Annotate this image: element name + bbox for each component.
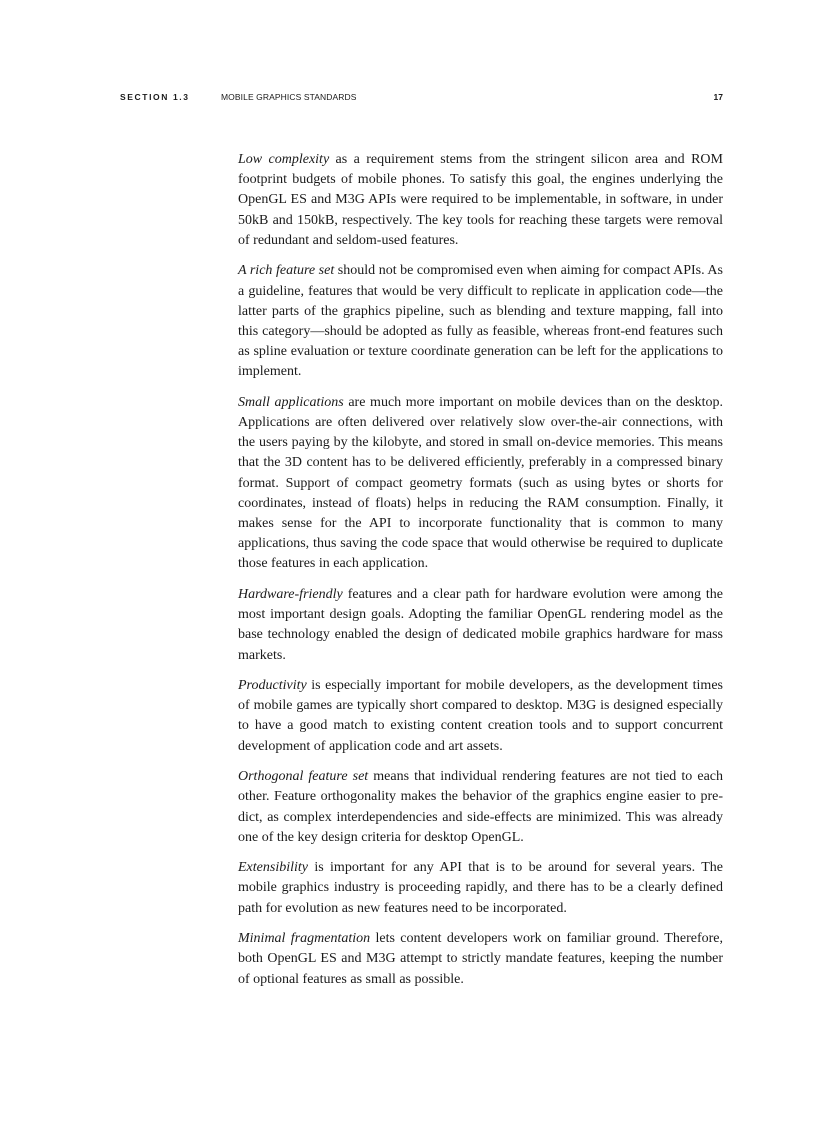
page-number: 17: [713, 92, 723, 102]
paragraph-hardware-friendly: [238, 585, 723, 666]
paragraph-low-complexity: [238, 150, 723, 251]
paragraph-productivity: [238, 676, 723, 757]
paragraph-extensibility: [238, 858, 723, 919]
text-small-applications: are much more important on mobile devices than on the desktop. Applications are often delivered over relatively slow over-the-air connections, with the users paying by the kilobyte, and stored in small on-device memories. This means that the 3D content has to be delivered efficiently, preferably in a compressed binary format. Support of compact geometry formats (such as using bytes or shorts for coordinates, instead of floats) helps in reducing the RAM consumption. Finally, it makes sense for the API to incorporate functionality that is common to many applications, thus saving the code space that would otherwise be required to duplicate those features in each application.: [238, 394, 723, 572]
running-header: [120, 90, 723, 104]
term-small-applications: Small applications: [238, 394, 344, 410]
chapter-title: MOBILE GRAPHICS STANDARDS: [221, 92, 357, 102]
term-productivity: Productivity: [238, 678, 307, 694]
paragraph-minimal-fragmentation: [238, 929, 723, 990]
text-productivity: is especially important for mobile developers, as the development times of mobile games are typically short compared to desktop. M3G is designed especially to have a good match to existing content creation tools and to support concurrent development of application code and art assets.: [238, 678, 723, 754]
term-orthogonal-feature-set: Orthogonal feature set: [238, 769, 369, 785]
text-orthogonal-feature-set: means that individual rendering features are not tied to each other. Feature orthogonality makes the behavior of the graphics engine easier to pre-dict, as complex interdependencies and side-effects are minimized. This was already one of the key design criteria for desktop OpenGL.: [238, 769, 724, 845]
term-hardware-friendly: Hardware-friendly: [238, 586, 343, 602]
body-text: [238, 150, 723, 1000]
paragraph-small-applications: [238, 393, 723, 575]
term-rich-feature-set: A rich feature set: [238, 263, 335, 279]
term-minimal-fragmentation: Minimal fragmentation: [238, 931, 371, 947]
paragraph-rich-feature-set: [238, 261, 723, 382]
text-extensibility: is important for any API that is to be around for several years. The mobile graphics industry is proceeding rapidly, and there has to be a clearly defined path for evolution as new features need to be incorporated.: [238, 860, 723, 916]
paragraph-orthogonal-feature-set: [238, 767, 723, 848]
term-extensibility: Extensibility: [238, 860, 308, 876]
text-rich-feature-set: should not be compromised even when aiming for compact APIs. As a guideline, features that would be very difficult to replicate in application code—the latter parts of the graphics pipeline, such as blending and texture mapping, fall into this category—should be adopted as fully as feasible, whereas front-end features such as spline evaluation or texture coordinate generation can be left for the applications to implement.: [238, 263, 723, 380]
text-low-complexity: as a requirement stems from the stringent silicon area and ROM footprint budgets of mobile phones. To satisfy this goal, the engines underlying the OpenGL ES and M3G APIs were required to be implementable, in software, in under 50kB and 150kB, respectively. The key tools for reaching these targets were removal of redundant and seldom-used features.: [238, 152, 723, 248]
text-minimal-fragmentation: lets content developers work on familiar ground. Therefore, both OpenGL ES and M3G attempt to strictly mandate features, keeping the number of optional features as small as possible.: [238, 931, 723, 987]
section-label: SECTION 1.3: [120, 92, 190, 102]
text-hardware-friendly: features and a clear path for hardware evolution were among the most important design goals. Adopting the familiar OpenGL rendering model as the base technology enabled the design of dedicated mobile graphics hardware for mass markets.: [238, 586, 723, 663]
term-low-complexity: Low complexity: [238, 152, 330, 167]
